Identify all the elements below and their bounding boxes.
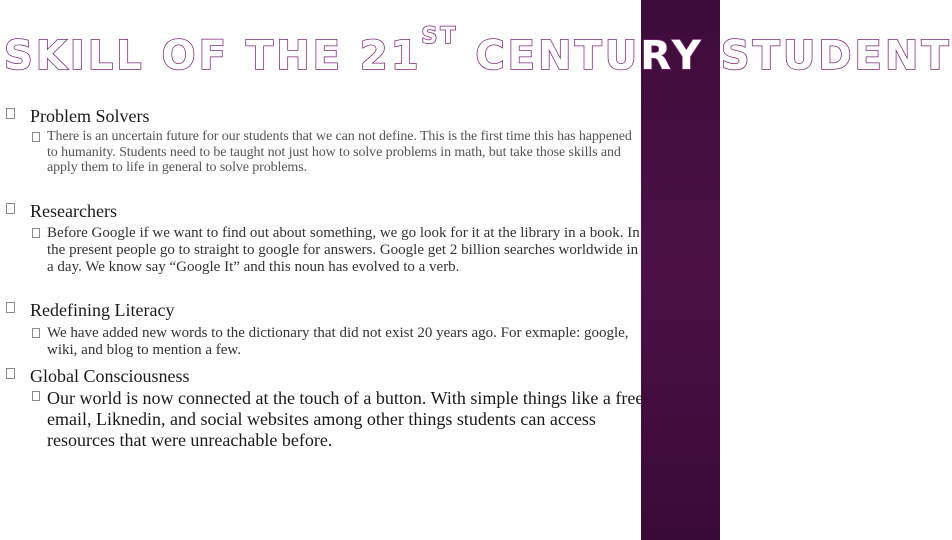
title-end: CENTURY STUDENT [458, 33, 952, 79]
sub-bullet-text: Before Google if we want to find out about something, we go look for it at the library in a book. In the present people go to straight to google for answers. Google get 2 billion searches worldwide in a day. We know say “Google It” and this noun has evolved to a verb. [47, 225, 640, 275]
sub-bullet-text: We have added new words to the dictionary that did not exist 20 years ago. For exmaple: google, wiki, and blog to mention a few. [47, 325, 629, 358]
bullet-box-icon [6, 108, 15, 119]
sub-bullet-box-icon [32, 391, 40, 401]
bullet-box-icon [6, 302, 15, 313]
bullet-heading: Global Consciousness [30, 366, 190, 386]
bullet-box-icon [6, 203, 15, 214]
sub-bullet-box-icon [32, 328, 40, 338]
title-main: SKILL OF THE 21 [4, 33, 422, 79]
slide-title [4, 24, 952, 86]
bullet-box-icon [6, 368, 15, 379]
bullet-heading: Researchers [30, 201, 117, 221]
bullet-heading: Problem Solvers [30, 106, 150, 126]
sub-bullet-text: Our world is now connected at the touch of a button. With simple things like a free email, Liknedin, and social websites among other things students can access resources that were unreachable before. [47, 388, 644, 450]
bullet-heading: Redefining Literacy [30, 300, 175, 320]
title-superscript: ST [421, 24, 459, 49]
sub-bullet-box-icon [32, 228, 40, 238]
sub-bullet-box-icon [32, 132, 40, 142]
sub-bullet-text: There is an uncertain future for our students that we can not define. This is the first time this has happened to humanity. Students need to be taught not just how to solve problems in math, but take those skills and apply them to life in general to solve problems. [47, 129, 632, 175]
